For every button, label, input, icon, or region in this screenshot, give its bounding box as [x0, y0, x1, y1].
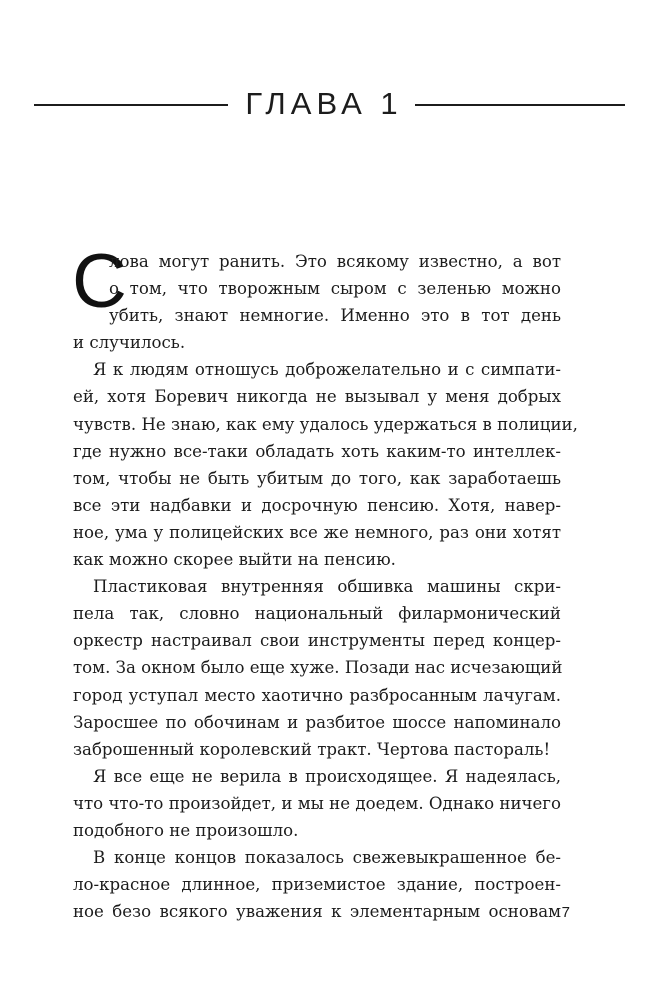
- text-line: где нужно все-таки обладать хоть каким-то интеллек-: [73, 441, 561, 461]
- text-line: ное, ума у полицейских все же немного, раз они хотят: [73, 522, 561, 542]
- text-line: и случилось.: [73, 333, 186, 353]
- text-line: убить, знают немногие. Именно это в тот день: [109, 306, 561, 326]
- header-rule-right: [415, 104, 625, 106]
- text-line: том, чтобы не быть убитым до того, как заработаешь: [73, 468, 561, 488]
- page-number: 7: [561, 904, 570, 921]
- body-text: [73, 248, 578, 925]
- text-line: ное безо всякого уважения к элементарным основам: [73, 902, 561, 922]
- text-line: как можно скорее выйти на пенсию.: [73, 550, 396, 570]
- chapter-header: [0, 82, 657, 126]
- text-line: все эти надбавки и досрочную пенсию. Хотя, навер-: [73, 495, 561, 515]
- text-line: ло-красное длинное, приземистое здание, построен-: [73, 875, 561, 895]
- text-line: Я к людям отношусь доброжелательно и с симпати-: [93, 360, 561, 380]
- text-line: Я все еще не верила в происходящее. Я надеялась,: [93, 766, 561, 786]
- text-line: В конце концов показалось свежевыкрашенное бе-: [93, 848, 561, 868]
- drop-cap: С: [72, 239, 127, 324]
- text-line: город уступал место хаотично разбросанным лачугам.: [73, 685, 561, 705]
- text-line: оркестр настраивал свои инструменты перед концер-: [73, 631, 561, 651]
- text-line: лова могут ранить. Это всякому известно, а вот: [109, 252, 561, 271]
- text-line: подобного не произошло.: [73, 820, 299, 840]
- text-line: том. За окном было еще хуже. Позади нас исчезающий: [73, 658, 563, 678]
- text-line: заброшенный королевский тракт. Чертова пастораль!: [73, 739, 551, 759]
- text-line: Заросшее по обочинам и разбитое шоссе напоминало: [73, 712, 561, 732]
- text-line: пела так, словно национальный филармонический: [73, 604, 561, 624]
- header-rule-left: [34, 104, 228, 106]
- chapter-title: ГЛАВА 1: [245, 86, 403, 121]
- text-line: Пластиковая внутренняя обшивка машины скри-: [93, 577, 561, 597]
- text-line: о том, что творожным сыром с зеленью можно: [109, 279, 561, 299]
- text-line: чувств. Не знаю, как ему удалось удержаться в полиции,: [73, 414, 578, 434]
- text-line: что что-то произойдет, и мы не доедем. Однако ничего: [73, 793, 561, 813]
- text-line: ей, хотя Боревич никогда не вызывал у меня добрых: [73, 387, 561, 407]
